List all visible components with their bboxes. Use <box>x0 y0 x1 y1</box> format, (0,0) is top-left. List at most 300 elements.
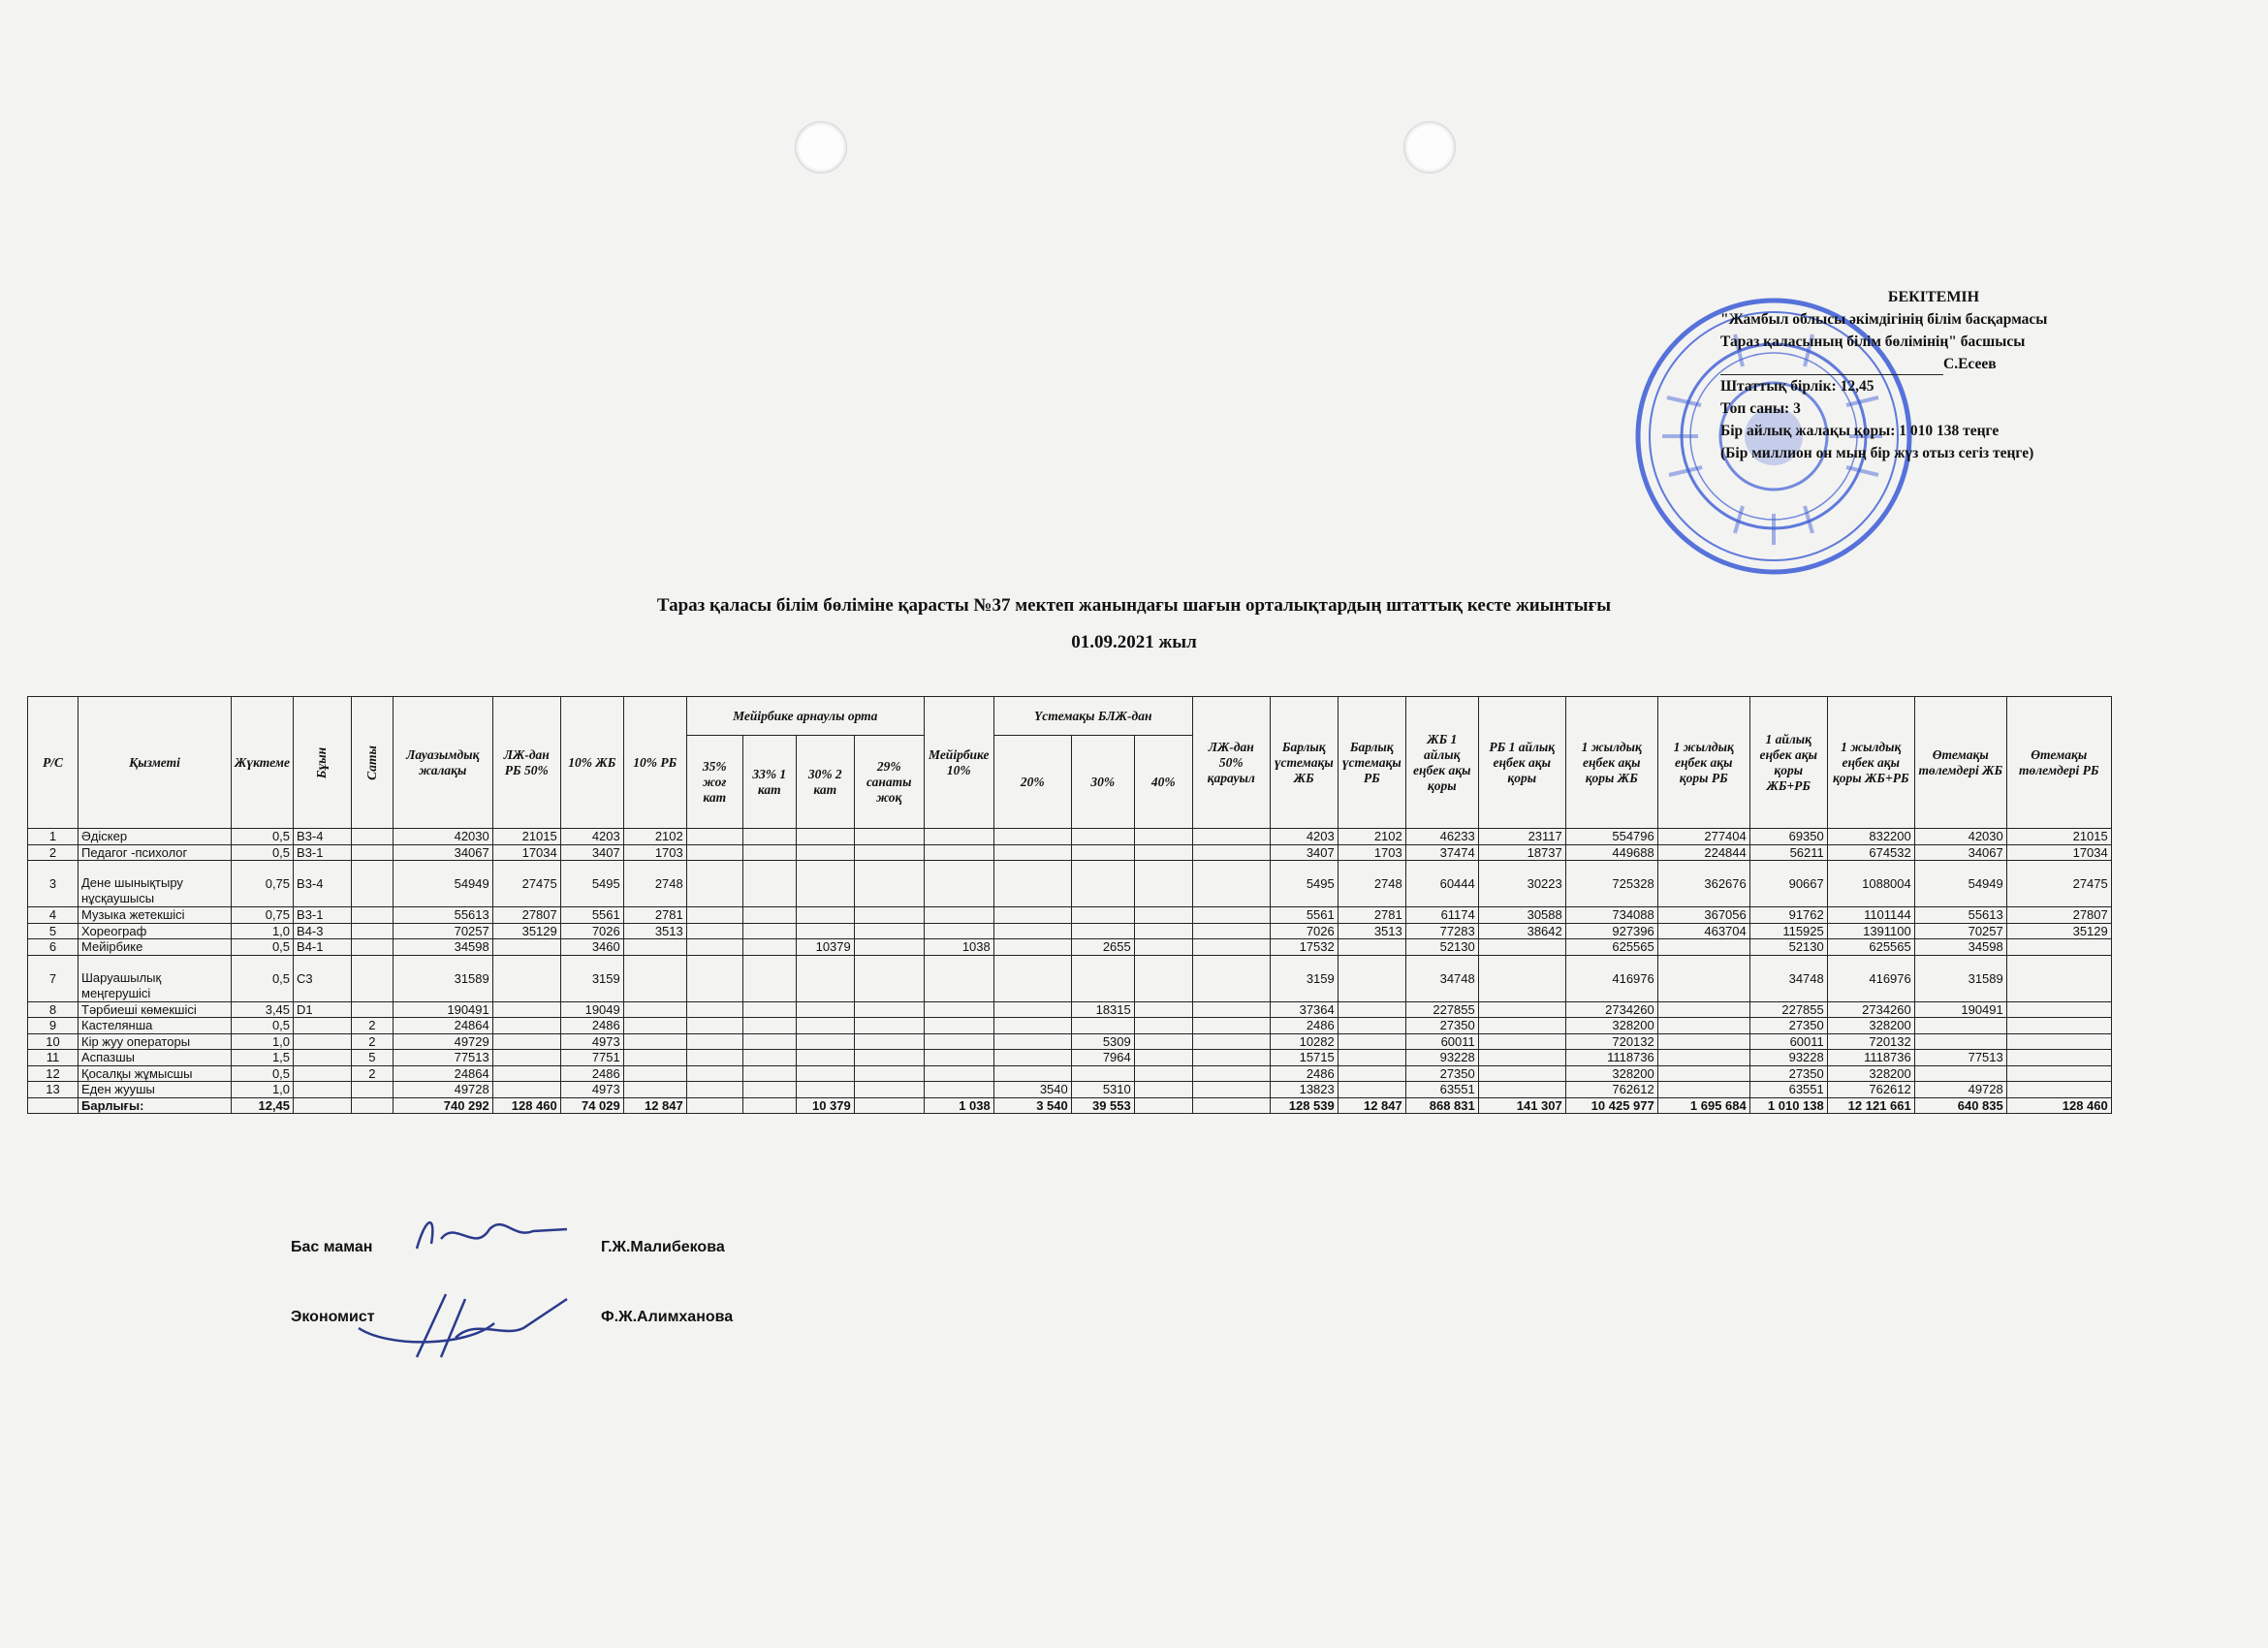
table-cell <box>924 1050 993 1066</box>
table-cell <box>1338 1018 1405 1034</box>
table-cell <box>1192 844 1270 861</box>
table-cell <box>742 1033 796 1050</box>
table-cell <box>1134 844 1192 861</box>
table-cell <box>1338 955 1405 1001</box>
table-cell: 27475 <box>492 861 560 907</box>
table-cell <box>993 1001 1071 1018</box>
table-cell: В3-1 <box>294 844 352 861</box>
header-rc: Р/С <box>28 697 79 829</box>
table-cell: 27807 <box>492 907 560 924</box>
table-cell <box>796 923 854 939</box>
table-cell <box>686 923 742 939</box>
table-cell: 60011 <box>1749 1033 1827 1050</box>
table-cell: 328200 <box>1827 1065 1914 1082</box>
table-cell: 5495 <box>560 861 623 907</box>
table-total-row <box>28 1097 2112 1114</box>
table-cell <box>796 844 854 861</box>
table-cell <box>352 907 394 924</box>
table-cell <box>1192 955 1270 1001</box>
table-cell <box>1134 907 1192 924</box>
table-cell: 63551 <box>1749 1082 1827 1098</box>
table-cell <box>352 1001 394 1018</box>
table-row <box>28 1082 2112 1098</box>
approval-signer-line <box>1720 353 2147 375</box>
table-cell <box>1071 1065 1134 1082</box>
table-cell: D1 <box>294 1001 352 1018</box>
table-cell: 34748 <box>1749 955 1827 1001</box>
table-cell: 2486 <box>560 1065 623 1082</box>
table-row <box>28 907 2112 924</box>
table-cell: 1,5 <box>232 1050 294 1066</box>
chief-role: Бас маман <box>291 1239 373 1255</box>
approval-line-1: "Жамбыл облысы әкімдігінің білім басқармасы <box>1720 311 2048 328</box>
table-cell <box>1657 955 1749 1001</box>
table-cell: С3 <box>294 955 352 1001</box>
table-cell: 720132 <box>1827 1033 1914 1050</box>
table-cell <box>1478 1018 1565 1034</box>
table-cell: 55613 <box>393 907 492 924</box>
table-cell: 416976 <box>1565 955 1657 1001</box>
table-cell <box>1192 829 1270 845</box>
header-rank: Саты <box>352 697 394 829</box>
header-position: Қызметі <box>79 697 232 829</box>
table-cell: 34067 <box>393 844 492 861</box>
table-row <box>28 861 2112 907</box>
table-cell: В3-4 <box>294 861 352 907</box>
table-cell <box>993 1050 1071 1066</box>
table-cell: 12 <box>28 1065 79 1082</box>
table-cell <box>1134 1082 1192 1098</box>
table-cell: 21015 <box>492 829 560 845</box>
table-cell: 91762 <box>1749 907 1827 924</box>
table-cell <box>924 844 993 861</box>
table-cell: 7 <box>28 955 79 1001</box>
table-cell: 2781 <box>1338 907 1405 924</box>
table-cell: 3,45 <box>232 1001 294 1018</box>
table-cell: 674532 <box>1827 844 1914 861</box>
table-cell <box>742 907 796 924</box>
table-cell <box>294 1033 352 1050</box>
approval-block <box>1720 286 2147 464</box>
table-cell: 35129 <box>492 923 560 939</box>
header-bonus-30: 30% <box>1071 736 1134 829</box>
table-cell: Дене шынықтыру нұсқаушысы <box>79 861 232 907</box>
table-cell: 37364 <box>1270 1001 1338 1018</box>
header-nurse-group: Мейірбике арнаулы орта <box>686 697 924 736</box>
table-cell: 17034 <box>2006 844 2111 861</box>
table-cell <box>1192 1050 1270 1066</box>
table-cell: 3513 <box>623 923 686 939</box>
table-cell: 734088 <box>1565 907 1657 924</box>
table-cell: 10 425 977 <box>1565 1097 1657 1114</box>
table-cell <box>742 1050 796 1066</box>
table-cell <box>1478 1065 1565 1082</box>
table-cell <box>492 1018 560 1034</box>
table-cell: 34067 <box>1914 844 2006 861</box>
table-cell: 0,5 <box>232 1065 294 1082</box>
table-cell <box>686 907 742 924</box>
table-cell <box>686 1033 742 1050</box>
table-cell <box>742 861 796 907</box>
table-cell <box>1338 1082 1405 1098</box>
table-cell: 27350 <box>1405 1018 1478 1034</box>
table-cell: Қосалқы жұмысшы <box>79 1065 232 1082</box>
table-cell: 115925 <box>1749 923 1827 939</box>
table-cell: 34598 <box>393 939 492 956</box>
table-cell: Барлығы: <box>79 1097 232 1114</box>
table-cell: 7964 <box>1071 1050 1134 1066</box>
table-cell: 1 695 684 <box>1657 1097 1749 1114</box>
table-cell: 4973 <box>560 1033 623 1050</box>
table-cell <box>294 1018 352 1034</box>
table-cell: 1 010 138 <box>1749 1097 1827 1114</box>
table-cell: 2486 <box>1270 1065 1338 1082</box>
table-cell <box>742 1082 796 1098</box>
table-cell <box>686 1065 742 1082</box>
table-cell <box>2006 1001 2111 1018</box>
table-cell: 2 <box>352 1033 394 1050</box>
punch-hole-right <box>1403 121 1456 174</box>
header-total-bonus-jb: Барлық үстемақы ЖБ <box>1270 697 1338 829</box>
table-cell: 70257 <box>1914 923 2006 939</box>
table-cell: 2486 <box>1270 1018 1338 1034</box>
table-cell: 38642 <box>1478 923 1565 939</box>
table-cell: 39 553 <box>1071 1097 1134 1114</box>
table-cell <box>796 955 854 1001</box>
table-cell <box>1478 939 1565 956</box>
monthly-fund-words: (Бір миллион он мың бір жүз отыз сегіз теңге) <box>1720 445 2034 461</box>
punch-hole-left <box>795 121 847 174</box>
table-cell <box>1657 1050 1749 1066</box>
header-salary: Лауазымдық жалақы <box>393 697 492 829</box>
table-cell <box>492 939 560 956</box>
header-10-rb: 10% РБ <box>623 697 686 829</box>
table-cell <box>1071 955 1134 1001</box>
header-nurse-33: 33% 1 кат <box>742 736 796 829</box>
table-cell: Аспазшы <box>79 1050 232 1066</box>
table-row <box>28 1001 2112 1018</box>
table-cell <box>1914 1065 2006 1082</box>
table-cell: 56211 <box>1749 844 1827 861</box>
table-cell: В3-4 <box>294 829 352 845</box>
table-cell: 367056 <box>1657 907 1749 924</box>
table-cell <box>352 939 394 956</box>
table-cell: 49729 <box>393 1033 492 1050</box>
table-cell: 2734260 <box>1565 1001 1657 1018</box>
table-cell <box>854 955 924 1001</box>
table-cell: 3540 <box>993 1082 1071 1098</box>
table-cell <box>492 1001 560 1018</box>
table-cell <box>686 1050 742 1066</box>
table-cell: 21015 <box>2006 829 2111 845</box>
table-cell <box>2006 939 2111 956</box>
table-cell: 93228 <box>1749 1050 1827 1066</box>
table-cell <box>796 907 854 924</box>
table-cell <box>1192 1018 1270 1034</box>
table-cell: 449688 <box>1565 844 1657 861</box>
table-cell <box>742 829 796 845</box>
table-cell <box>2006 955 2111 1001</box>
table-cell <box>1657 1001 1749 1018</box>
table-cell: Музыка жетекшісі <box>79 907 232 924</box>
table-cell: 227855 <box>1405 1001 1478 1018</box>
table-cell: 0,5 <box>232 939 294 956</box>
header-ljz-rb: ЛЖ-дан РБ 50% <box>492 697 560 829</box>
table-cell: 1118736 <box>1565 1050 1657 1066</box>
table-cell <box>623 955 686 1001</box>
table-cell: 3460 <box>560 939 623 956</box>
table-cell: 74 029 <box>560 1097 623 1114</box>
table-cell: 60444 <box>1405 861 1478 907</box>
table-cell: 1,0 <box>232 1033 294 1050</box>
table-cell: 18737 <box>1478 844 1565 861</box>
table-cell <box>854 829 924 845</box>
table-cell: 2655 <box>1071 939 1134 956</box>
approval-heading: БЕКІТЕМІН <box>1887 289 1980 305</box>
table-row <box>28 844 2112 861</box>
table-cell: 328200 <box>1565 1018 1657 1034</box>
table-cell: 1 <box>28 829 79 845</box>
table-cell <box>993 923 1071 939</box>
table-cell: 5495 <box>1270 861 1338 907</box>
table-cell <box>1134 829 1192 845</box>
table-cell: 0,5 <box>232 955 294 1001</box>
staff-schedule-table <box>27 696 2112 1114</box>
table-cell <box>993 844 1071 861</box>
table-cell: 49728 <box>1914 1082 2006 1098</box>
table-cell: 2486 <box>560 1018 623 1034</box>
table-cell: 4203 <box>1270 829 1338 845</box>
table-cell <box>854 861 924 907</box>
table-cell <box>1071 907 1134 924</box>
table-cell <box>2006 1082 2111 1098</box>
table-cell <box>1071 923 1134 939</box>
table-cell: 5 <box>28 923 79 939</box>
table-cell: 54949 <box>393 861 492 907</box>
table-cell: В4-1 <box>294 939 352 956</box>
table-cell: В4-3 <box>294 923 352 939</box>
table-cell <box>1478 1050 1565 1066</box>
table-cell <box>924 829 993 845</box>
table-cell: 27807 <box>2006 907 2111 924</box>
table-cell <box>924 1001 993 1018</box>
table-cell <box>1134 1033 1192 1050</box>
table-cell: 12,45 <box>232 1097 294 1114</box>
table-cell: 52130 <box>1405 939 1478 956</box>
table-cell: 77283 <box>1405 923 1478 939</box>
document-title: Тараз қаласы білім бөліміне қарасты №37 мектеп жанындағы шағын орталықтардың штаттық кесте жиынтығы <box>656 595 1612 616</box>
header-nurse-35: 35% жоғ кат <box>686 736 742 829</box>
table-cell <box>742 1001 796 1018</box>
table-cell: 34598 <box>1914 939 2006 956</box>
table-cell <box>352 1097 394 1114</box>
table-cell: 19049 <box>560 1001 623 1018</box>
table-cell <box>492 1065 560 1082</box>
table-cell: 5561 <box>1270 907 1338 924</box>
table-cell <box>924 1018 993 1034</box>
table-cell: 1391100 <box>1827 923 1914 939</box>
table-cell <box>924 1082 993 1098</box>
table-cell <box>854 1033 924 1050</box>
table-cell <box>854 844 924 861</box>
table-row <box>28 1050 2112 1066</box>
table-cell: 328200 <box>1827 1018 1914 1034</box>
table-cell: 10379 <box>796 939 854 956</box>
table-cell <box>2006 1050 2111 1066</box>
table-cell <box>1071 861 1134 907</box>
table-cell <box>1134 1097 1192 1114</box>
table-cell <box>993 1033 1071 1050</box>
chief-signature-scribble <box>397 1210 572 1258</box>
table-cell: Еден жуушы <box>79 1082 232 1098</box>
table-cell: 2 <box>352 1065 394 1082</box>
header-total-bonus-rb: Барлық үстемақы РБ <box>1338 697 1405 829</box>
table-cell <box>1478 1082 1565 1098</box>
table-cell: 2781 <box>623 907 686 924</box>
table-cell: 868 831 <box>1405 1097 1478 1114</box>
table-cell: 77513 <box>393 1050 492 1066</box>
table-cell <box>1338 1001 1405 1018</box>
table-cell: 1,0 <box>232 923 294 939</box>
table-cell: 762612 <box>1565 1082 1657 1098</box>
table-cell: 23117 <box>1478 829 1565 845</box>
table-cell: 3159 <box>560 955 623 1001</box>
header-nurse-30: 30% 2 кат <box>796 736 854 829</box>
table-cell: 10 <box>28 1033 79 1050</box>
table-cell <box>742 923 796 939</box>
table-cell: 625565 <box>1565 939 1657 956</box>
table-cell <box>492 1050 560 1066</box>
header-bonus-40: 40% <box>1134 736 1192 829</box>
table-cell <box>854 1001 924 1018</box>
table-cell <box>623 1018 686 1034</box>
table-cell <box>1478 1001 1565 1018</box>
table-cell <box>1478 955 1565 1001</box>
table-cell: 128 460 <box>2006 1097 2111 1114</box>
table-cell <box>294 1050 352 1066</box>
table-cell: 190491 <box>393 1001 492 1018</box>
table-cell: 34748 <box>1405 955 1478 1001</box>
table-cell: 3407 <box>560 844 623 861</box>
table-cell <box>1134 1018 1192 1034</box>
table-cell <box>742 1065 796 1082</box>
table-cell <box>993 829 1071 845</box>
group-count: Топ саны: 3 <box>1720 400 1801 417</box>
table-cell: Кір жуу операторы <box>79 1033 232 1050</box>
table-cell: 1101144 <box>1827 907 1914 924</box>
table-cell: 5309 <box>1071 1033 1134 1050</box>
table-cell <box>796 1050 854 1066</box>
approval-line-2: Тараз қаласының білім бөлімінің" басшысы <box>1720 333 2026 350</box>
table-cell <box>623 1001 686 1018</box>
table-cell <box>854 1050 924 1066</box>
table-cell: 2748 <box>1338 861 1405 907</box>
header-comp-rb: Өтемақы төлемдері РБ <box>2006 697 2111 829</box>
table-cell: 277404 <box>1657 829 1749 845</box>
table-cell: 832200 <box>1827 829 1914 845</box>
table-cell: 1088004 <box>1827 861 1914 907</box>
table-cell: 77513 <box>1914 1050 2006 1066</box>
table-cell: Әдіскер <box>79 829 232 845</box>
table-cell <box>854 907 924 924</box>
table-cell <box>854 939 924 956</box>
table-cell <box>1192 1001 1270 1018</box>
table-cell <box>623 1082 686 1098</box>
table-cell <box>686 844 742 861</box>
table-cell: 93228 <box>1405 1050 1478 1066</box>
table-cell: 12 847 <box>623 1097 686 1114</box>
table-cell <box>796 829 854 845</box>
table-cell <box>1657 1082 1749 1098</box>
table-cell <box>352 844 394 861</box>
table-cell: 5 <box>352 1050 394 1066</box>
table-cell: 190491 <box>1914 1001 2006 1018</box>
table-cell <box>686 939 742 956</box>
table-cell: В3-1 <box>294 907 352 924</box>
table-cell: 15715 <box>1270 1050 1338 1066</box>
table-cell <box>1657 1018 1749 1034</box>
table-cell: 24864 <box>393 1065 492 1082</box>
table-cell <box>993 1065 1071 1082</box>
table-cell: 128 539 <box>1270 1097 1338 1114</box>
staff-units: Штаттық бірлік: 12,45 <box>1720 378 1874 395</box>
header-10-jb: 10% ЖБ <box>560 697 623 829</box>
table-cell: 3159 <box>1270 955 1338 1001</box>
table-cell: 70257 <box>393 923 492 939</box>
table-cell <box>623 1050 686 1066</box>
table-cell <box>352 829 394 845</box>
table-cell <box>742 1018 796 1034</box>
table-cell <box>2006 1033 2111 1050</box>
table-cell <box>1192 1082 1270 1098</box>
table-cell <box>1914 1033 2006 1050</box>
header-comp-jb: Өтемақы төлемдері ЖБ <box>1914 697 2006 829</box>
table-cell: 5561 <box>560 907 623 924</box>
table-cell: 37474 <box>1405 844 1478 861</box>
table-cell <box>686 861 742 907</box>
table-cell: 740 292 <box>393 1097 492 1114</box>
table-cell <box>1192 1065 1270 1082</box>
table-cell: 18315 <box>1071 1001 1134 1018</box>
table-cell: 7026 <box>560 923 623 939</box>
table-cell: 2102 <box>1338 829 1405 845</box>
table-row <box>28 923 2112 939</box>
table-cell: 416976 <box>1827 955 1914 1001</box>
table-cell: 11 <box>28 1050 79 1066</box>
signature-chief <box>291 1239 725 1256</box>
table-cell <box>924 907 993 924</box>
table-cell <box>1914 1018 2006 1034</box>
table-cell <box>854 923 924 939</box>
table-cell <box>492 955 560 1001</box>
table-cell: 30588 <box>1478 907 1565 924</box>
table-cell: 9 <box>28 1018 79 1034</box>
table-cell: 927396 <box>1565 923 1657 939</box>
table-cell <box>1071 844 1134 861</box>
table-cell <box>686 829 742 845</box>
table-cell <box>352 861 394 907</box>
table-cell: 49728 <box>393 1082 492 1098</box>
table-cell: 31589 <box>393 955 492 1001</box>
table-cell <box>854 1082 924 1098</box>
header-rb-monthly: РБ 1 айлық еңбек ақы қоры <box>1478 697 1565 829</box>
table-cell: 12 121 661 <box>1827 1097 1914 1114</box>
table-cell: 61174 <box>1405 907 1478 924</box>
table-cell: 8 <box>28 1001 79 1018</box>
table-cell: 720132 <box>1565 1033 1657 1050</box>
table-cell: 2734260 <box>1827 1001 1914 1018</box>
table-cell <box>352 923 394 939</box>
